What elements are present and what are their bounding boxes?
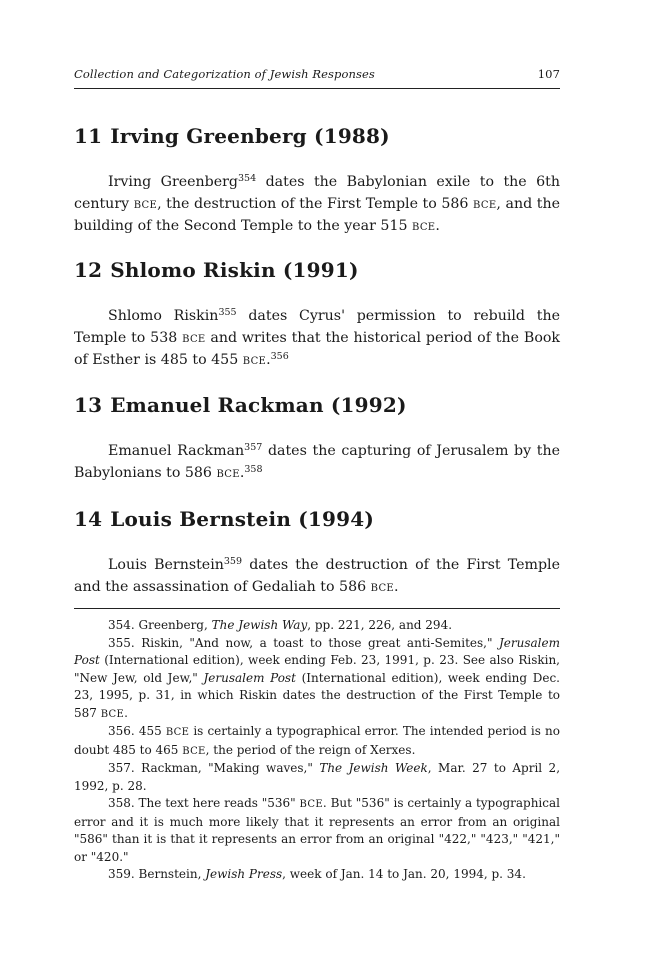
section-title: Shlomo Riskin (1991) xyxy=(110,258,359,282)
page-number: 107 xyxy=(537,67,560,81)
section-number: 13 xyxy=(74,393,103,417)
section-paragraph-14: Louis Bernstein$^{359}$ dates the destruction of the First Temple and the assassination of Gedaliah to 586 BCE. xyxy=(74,555,560,595)
footnote-ref-356: 356 xyxy=(270,350,289,362)
footnotes xyxy=(74,617,560,884)
footnote-354: 354. Greenberg, The Jewish Way, pp. 221, 226, and 294. xyxy=(108,618,453,632)
section-title: Irving Greenberg (1988) xyxy=(110,124,390,148)
footnote-358: 358. The text here reads "536" BCE. But "536" is certainly a typographical error and it is much more likely that it represents an error from an original "586" than it is that it represents an error from an original "422," "423," "421," or "420." xyxy=(74,796,560,864)
footnote-ref-355: 355 xyxy=(218,306,237,318)
section-title: Emanuel Rackman (1992) xyxy=(110,393,407,417)
footnote-356: 356. 455 BCE is certainly a typographical error. The intended period is no doubt 485 to 465 BCE, the period of the reign of Xerxes. xyxy=(74,724,560,757)
section-heading-14 xyxy=(74,507,374,531)
footnote-ref-359: 359 xyxy=(223,555,243,567)
footnote-359: 359. Bernstein, Jewish Press, week of Jan. 14 to Jan. 20, 1994, p. 34. xyxy=(108,867,526,881)
footnote-357: 357. Rackman, "Making waves," The Jewish Week, Mar. 27 to April 2, 1992, p. 28. xyxy=(74,761,561,793)
section-title: Louis Bernstein (1994) xyxy=(110,507,375,531)
section-heading-12 xyxy=(74,258,359,282)
section-number: 14 xyxy=(74,507,103,531)
section-paragraph-11: Irving Greenberg$^{354}$ dates the Babylonian exile to the 6th century BCE, the destruction of the First Temple to 586 BCE, and the building of the Second Temple to the year 515 BCE. xyxy=(74,172,561,234)
section-number: 12 xyxy=(74,258,103,282)
section-heading-11 xyxy=(74,124,390,148)
footnote-ref-357: 357 xyxy=(244,441,263,453)
footnote-ref-354: 354 xyxy=(238,172,257,184)
footnote-ref-358: 358 xyxy=(244,463,263,475)
section-paragraph-13: Emanuel Rackman$^{357}$ dates the capturing of Jerusalem by the Babylonians to 586 BCE.$^{358}$ xyxy=(74,441,560,481)
header-rule xyxy=(74,88,560,89)
running-head xyxy=(74,67,560,81)
running-head-title: Collection and Categorization of Jewish Responses xyxy=(74,67,375,81)
footnote-rule xyxy=(74,608,560,609)
section-number: 11 xyxy=(74,124,103,148)
section-heading-13 xyxy=(74,393,407,417)
footnote-355: 355. Riskin, "And now, a toast to those great anti-Semites," Jerusalem Post (International edition), week ending Feb. 23, 1991, p. 23. See also Riskin, "New Jew, old Jew," Jerusalem Post (International edition), week ending Dec. 23, 1995, p. 31, in which Riskin dates the destruction of the First Temple to 587 BCE. xyxy=(74,635,560,720)
section-paragraph-12: Shlomo Riskin$^{355}$ dates Cyrus' permission to rebuild the Temple to 538 BCE and writes that the historical period of the Book of Esther is 485 to 455 BCE.$^{356}$ xyxy=(74,306,560,368)
